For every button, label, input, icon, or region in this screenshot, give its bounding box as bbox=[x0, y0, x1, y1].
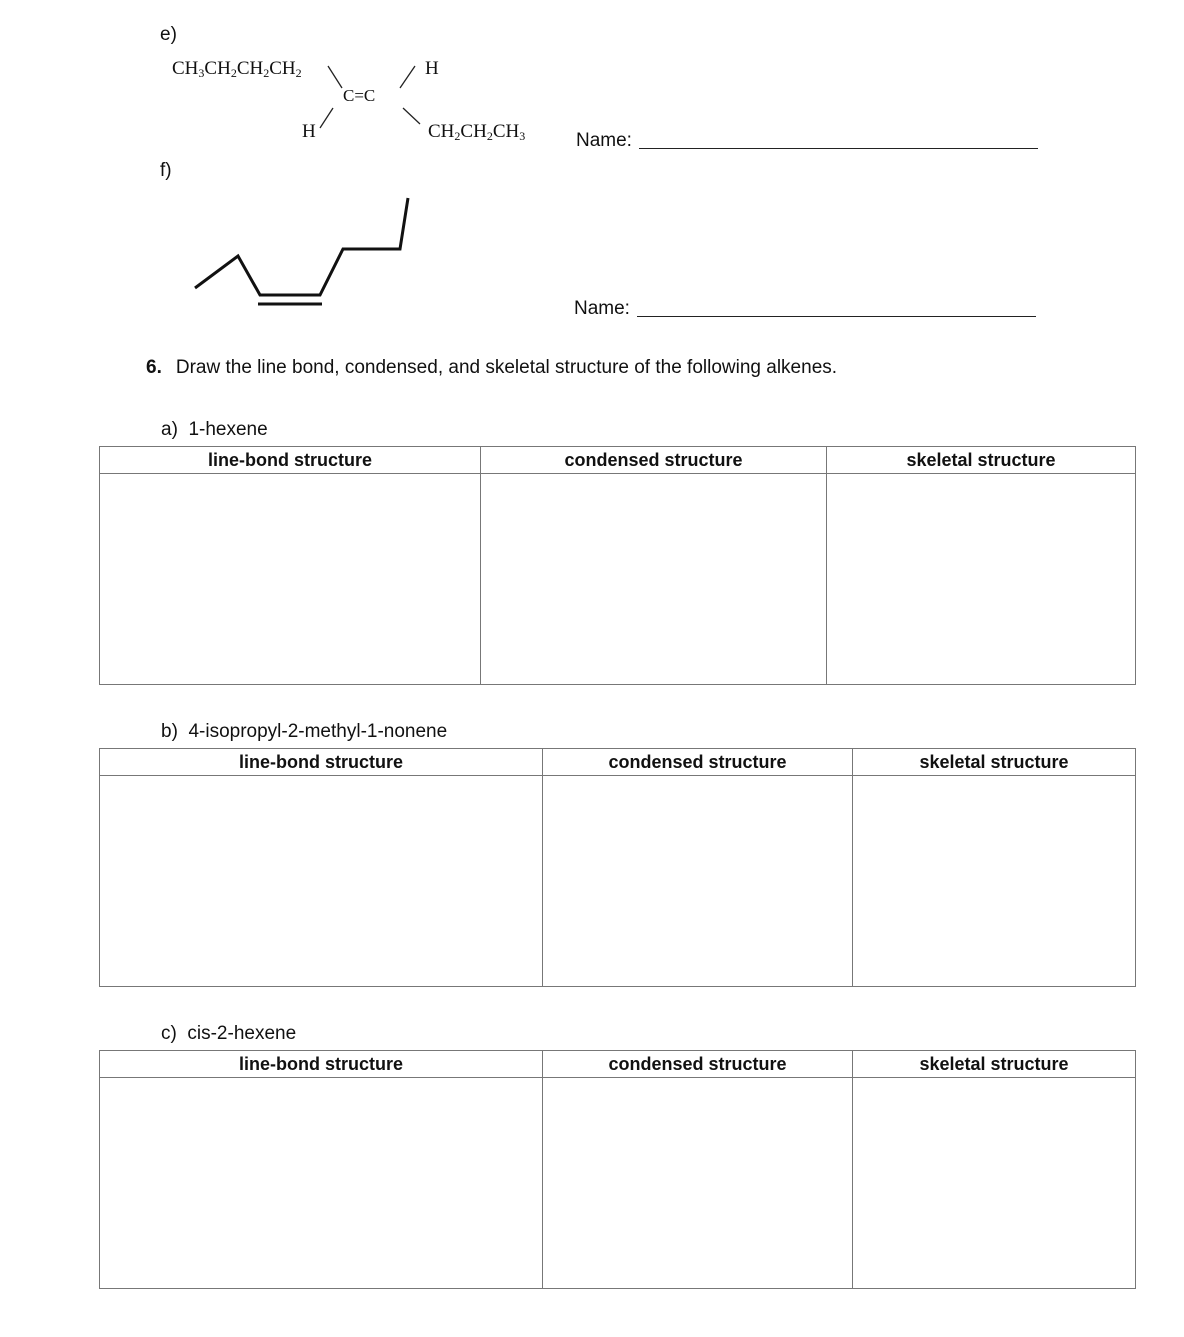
header-skeletal: skeletal structure bbox=[853, 1051, 1136, 1078]
e-right-top-h: H bbox=[425, 58, 439, 79]
part-e-label: e) bbox=[160, 24, 177, 45]
compound-c-label: c) cis-2-hexene bbox=[161, 1023, 297, 1044]
compound-c-table bbox=[99, 1050, 1136, 1289]
header-line-bond: line-bond structure bbox=[100, 749, 543, 776]
header-line-bond: line-bond structure bbox=[100, 447, 481, 474]
answer-cell-line-bond[interactable] bbox=[100, 1078, 543, 1289]
header-condensed: condensed structure bbox=[543, 749, 853, 776]
header-skeletal: skeletal structure bbox=[827, 447, 1136, 474]
compound-a-table bbox=[99, 446, 1136, 685]
answer-cell-condensed[interactable] bbox=[543, 1078, 853, 1289]
e-left-bottom-h: H bbox=[302, 121, 316, 142]
answer-cell-condensed[interactable] bbox=[481, 474, 827, 685]
e-name-label: Name: bbox=[576, 130, 632, 151]
answer-cell-line-bond[interactable] bbox=[100, 474, 481, 685]
compound-b-label: b) 4-isopropyl-2-methyl-1-nonene bbox=[161, 721, 448, 742]
f-name-answer-line[interactable] bbox=[637, 316, 1036, 317]
answer-cell-skeletal[interactable] bbox=[853, 1078, 1136, 1289]
f-skeletal-structure bbox=[0, 0, 1184, 340]
header-skeletal: skeletal structure bbox=[853, 749, 1136, 776]
header-condensed: condensed structure bbox=[481, 447, 827, 474]
e-left-top-group: $CH_3CH_2CH_2CH_2$ bbox=[172, 58, 302, 80]
part-f-label: f) bbox=[160, 160, 172, 181]
answer-cell-skeletal[interactable] bbox=[827, 474, 1136, 685]
compound-a-label: a) 1-hexene bbox=[161, 419, 268, 440]
header-condensed: condensed structure bbox=[543, 1051, 853, 1078]
question-text: Draw the line bond, condensed, and skeletal structure of the following alkenes. bbox=[175, 357, 838, 378]
answer-cell-condensed[interactable] bbox=[543, 776, 853, 987]
answer-cell-line-bond[interactable] bbox=[100, 776, 543, 987]
f-name-label: Name: bbox=[574, 298, 630, 319]
answer-cell-skeletal[interactable] bbox=[853, 776, 1136, 987]
header-line-bond: line-bond structure bbox=[100, 1051, 543, 1078]
compound-b-table bbox=[99, 748, 1136, 987]
e-double-bond-center: C=C bbox=[343, 86, 376, 105]
question-number: 6. bbox=[146, 357, 162, 378]
e-right-bottom-group: $CH_2CH_2CH_3$ bbox=[428, 121, 526, 143]
question-6 bbox=[146, 357, 837, 379]
